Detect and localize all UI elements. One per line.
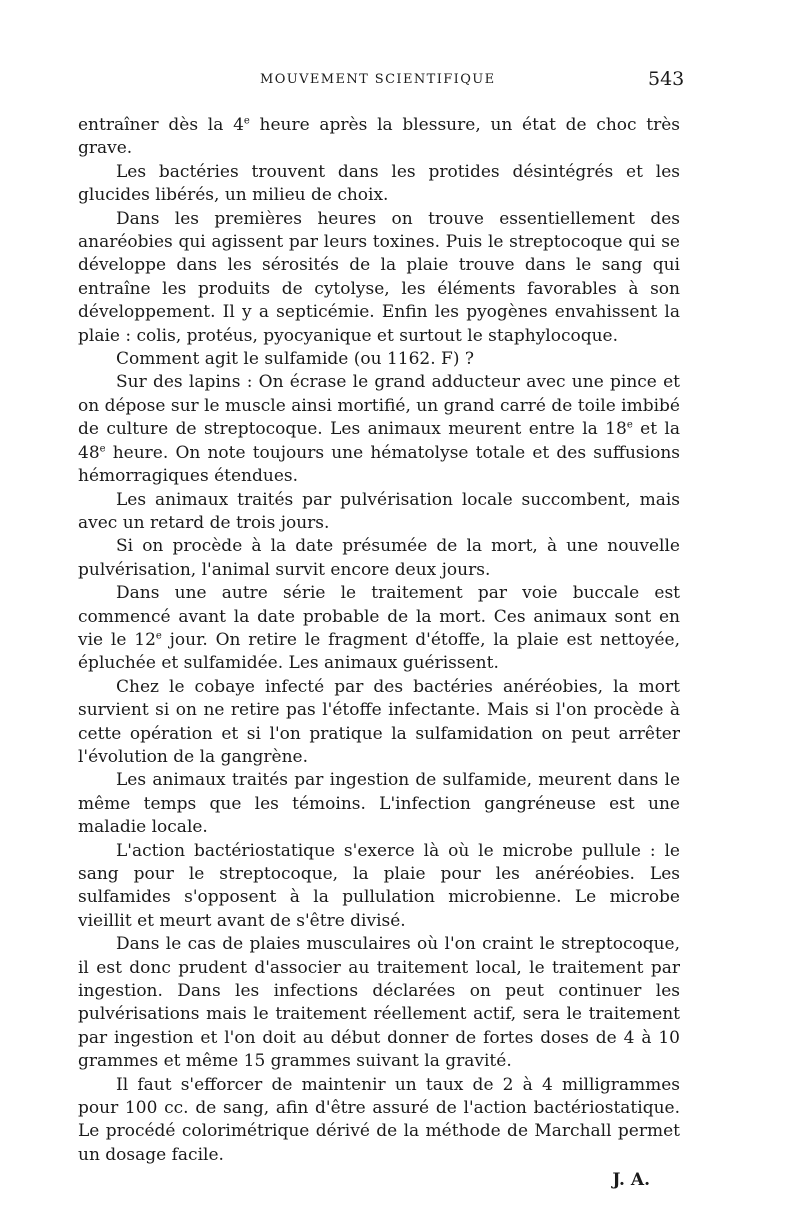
paragraph: Comment agit le sulfamide (ou 1162. F) ? (116, 349, 474, 370)
author-signature: J. A. (612, 1170, 650, 1191)
paragraph: L'action bactériostatique s'exerce là où le microbe pullule : le sang pour le streptocoque, la plaie pour les anéréobies. Les sulfamides s'opposent à la pullulation microbienne. Le microbe vieillit et meurt avant de s'être divisé. (78, 840, 680, 931)
paragraph: Il faut s'efforcer de maintenir un taux de 2 à 4 milligrammes pour 100 cc. de sang, afin d'être assuré de l'action bactériostatique. Le procédé colorimétrique dérivé de la méthode de Marchall permet un dosage facile. (78, 1074, 680, 1165)
page-number: 543 (648, 68, 685, 90)
paragraph: Dans une autre série le traitement par voie buccale est commencé avant la date probable de la mort. Ces animaux sont en vie le 12e jour. On retire le fragment d'étoffe, la plaie est nettoyée, épluchée et sulfamidée. Les animaux guérissent. (78, 583, 680, 674)
article-body (78, 114, 680, 1193)
paragraph: Si on procède à la date présumée de la mort, à une nouvelle pulvérisation, l'animal survit encore deux jours. (78, 536, 680, 580)
paragraph: Sur des lapins : On écrase le grand adducteur avec une pince et on dépose sur le muscle ainsi mortifié, un grand carré de toile imbibé de culture de streptocoque. Les animaux meurent entre la 18e et la 48e heure. On note toujours une hématolyse totale et des suffusions hémorragiques étendues. (78, 372, 680, 487)
paragraph: Les animaux traités par pulvérisation locale succombent, mais avec un retard de trois jours. (78, 489, 680, 533)
paragraph: Chez le cobaye infecté par des bactéries anéréobies, la mort survient si on ne retire pas l'étoffe infectante. Mais si l'on procède à cette opération et si l'on pratique la sulfamidation on peut arrêter l'évolution de la gangrène. (78, 676, 680, 767)
running-title: MOUVEMENT SCIENTIFIQUE (260, 72, 496, 87)
paragraph: Dans le cas de plaies musculaires où l'on craint le streptocoque, il est donc prudent d'associer au traitement local, le traitement par ingestion. Dans les infections déclarées on peut continuer les pulvérisations mais le traitement réellement actif, sera le traitement par ingestion et l'on doit au début donner de fortes doses de 4 à 10 grammes et même 15 grammes suivant la gravité. (78, 934, 680, 1072)
paragraph: Les bactéries trouvent dans les protides désintégrés et les glucides libérés, un milieu de choix. (78, 161, 680, 206)
paragraph: Les animaux traités par ingestion de sulfamide, meurent dans le même temps que les témoins. L'infection gangréneuse est une maladie locale. (78, 770, 680, 838)
paragraph: entraîner dès la 4e heure après la blessure, un état de choc très grave. (78, 115, 680, 159)
paragraph: Dans les premières heures on trouve essentiellement des anaréobies qui agissent par leurs toxines. Puis le streptocoque qui se développe dans les sérosités de la plaie trouve dans le sang qui entraîne les produits de cytolyse, les éléments favorables à son développement. Il y a septicémie. Enfin les pyogènes envahissent la plaie : colis, protéus, pyocyanique et surtout le staphylocoque. (78, 208, 680, 346)
